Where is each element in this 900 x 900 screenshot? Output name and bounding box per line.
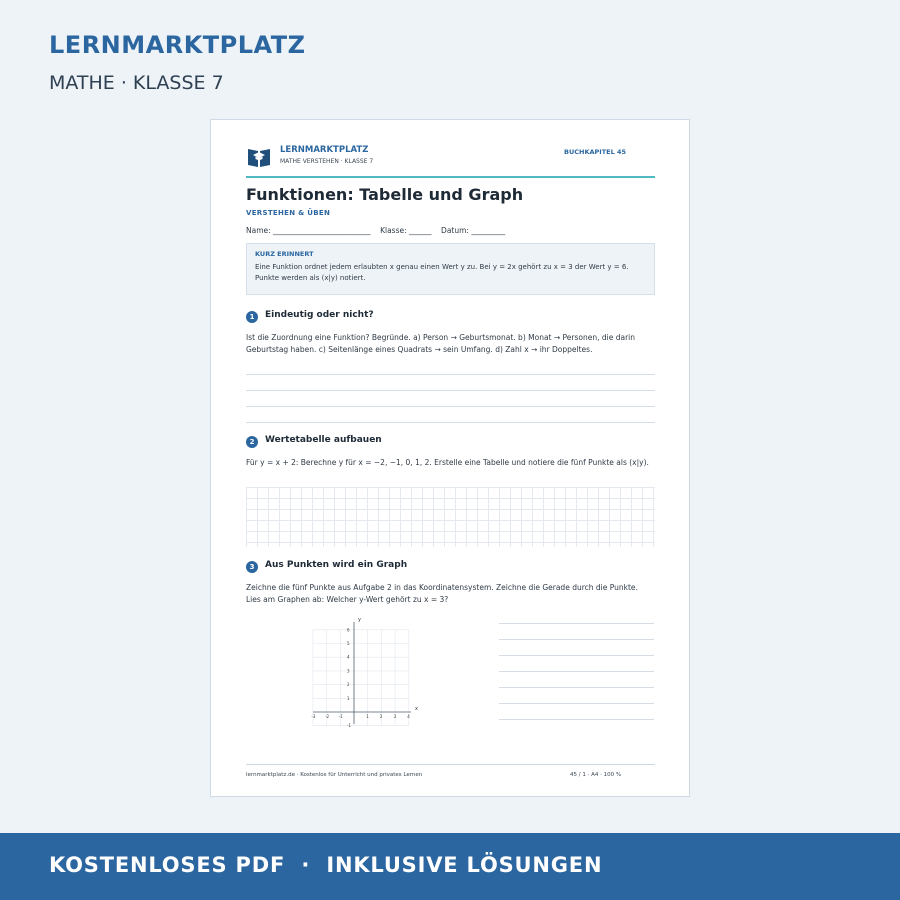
answer-line — [246, 390, 655, 391]
answer-line — [246, 374, 655, 375]
x-tick-label: 2 — [379, 714, 383, 719]
task-title: Wertetabelle aufbauen — [265, 435, 382, 445]
task-text: Ist die Zuordnung eine Funktion? Begründe. a) Person → Geburtsmonat. b) Monat → Personen, die darin Geburtstag haben. c) Seitenlänge eines Quadrats → sein Umfang. d) Zahl x → ihr Doppeltes. — [246, 333, 635, 354]
worksheet-subline: MATHE VERSTEHEN · KLASSE 7 — [280, 158, 374, 165]
reminder-text: Eine Funktion ordnet jedem erlaubten x genau einen Wert y zu. Bei y = 2x gehört zu x = 3 der Wert y = 6. Punkte werden als (x|y) notiert. — [255, 263, 629, 282]
answer-line — [499, 639, 654, 640]
y-axis-label: y — [358, 617, 361, 623]
worksheet-preview — [210, 119, 690, 797]
y-tick-label: 5 — [347, 641, 350, 646]
answer-line — [246, 422, 655, 423]
y-tick-label: 2 — [347, 682, 350, 688]
answer-line — [499, 671, 654, 672]
answer-line — [499, 623, 654, 624]
x-tick-label: 4 — [407, 714, 410, 719]
y-tick-label: -1 — [347, 723, 351, 727]
worksheet-overline: VERSTEHEN & ÜBEN — [246, 209, 331, 217]
task-number-badge: 1 — [246, 311, 258, 323]
footer-divider — [246, 764, 655, 765]
answer-line — [499, 687, 654, 688]
answer-line — [499, 703, 654, 704]
x-axis-label: x — [415, 706, 418, 712]
x-tick-label: 1 — [366, 714, 369, 719]
brand-subtitle: MATHE · KLASSE 7 — [49, 72, 224, 94]
y-tick-label: 3 — [347, 668, 350, 674]
bottom-banner — [0, 833, 900, 900]
task-title: Aus Punkten wird ein Graph — [265, 560, 408, 570]
y-tick-label: 4 — [347, 654, 350, 660]
footer-left-text: lernmarktplatz.de · Kostenlos für Unterricht und privates Lernen — [246, 772, 423, 778]
name-class-date-fields: Name: __________________________ Klasse: ______ Datum: _________ — [246, 226, 506, 235]
task-text: Zeichne die fünf Punkte aus Aufgabe 2 in das Koordinatensystem. Zeichne die Gerade durch die Punkte. Lies am Graphen ab: Welcher y-Wert gehört zu x = 3? — [246, 583, 638, 604]
y-tick-label: 1 — [347, 695, 350, 701]
y-tick-label: 6 — [347, 627, 350, 633]
reminder-title: KURZ ERINNERT — [255, 250, 314, 258]
book-logo-icon — [247, 146, 271, 168]
answer-line — [246, 406, 655, 407]
chapter-label: BUCHKAPITEL 45 — [564, 148, 627, 156]
worksheet-brand: LERNMARKTPLATZ — [280, 145, 369, 155]
task-text: Für y = x + 2: Berechne y für x = −2, −1, 0, 1, 2. Erstelle eine Tabelle und notiere die fünf Punkte als (x|y). — [246, 458, 649, 467]
table-grid-area — [246, 487, 655, 547]
answer-line — [499, 719, 654, 720]
task-number-badge: 3 — [246, 561, 258, 573]
coordinate-system — [303, 612, 423, 727]
banner-text: KOSTENLOSES PDF · INKLUSIVE LÖSUNGEN — [49, 853, 603, 877]
brand-title: LERNMARKTPLATZ — [49, 31, 306, 59]
answer-line — [499, 655, 654, 656]
task-title: Eindeutig oder nicht? — [265, 310, 374, 320]
x-tick-label: 3 — [393, 714, 397, 719]
task-number-badge: 2 — [246, 436, 258, 448]
reminder-box — [246, 243, 655, 295]
worksheet-title: Funktionen: Tabelle und Graph — [246, 185, 524, 204]
header-divider — [246, 176, 655, 178]
x-tick-label: -1 — [338, 714, 343, 719]
x-tick-label: -3 — [311, 714, 316, 719]
x-tick-label: -2 — [325, 714, 330, 719]
footer-page-info: 45 / 1 · A4 · 100 % — [570, 772, 622, 778]
